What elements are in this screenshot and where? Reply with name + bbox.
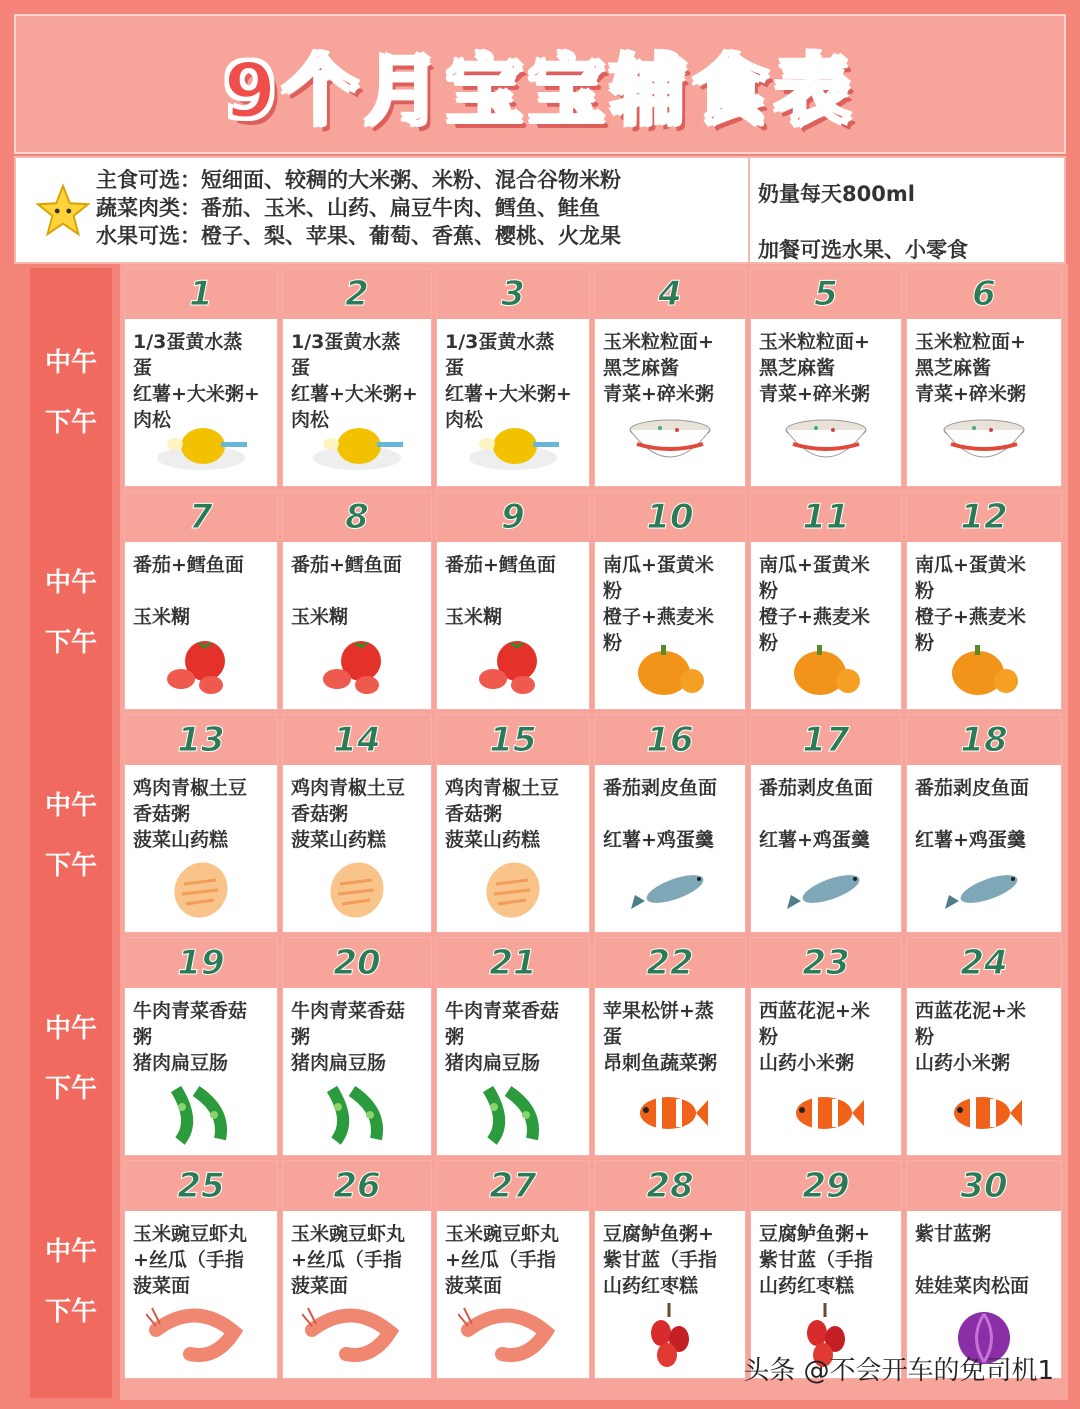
day-cell	[594, 937, 746, 1156]
day-number: 15	[437, 715, 589, 765]
egg-pot-icon	[283, 408, 431, 480]
day-number: 7	[125, 492, 277, 542]
tomato-icon	[125, 631, 277, 703]
day-cell	[436, 714, 590, 933]
label-afternoon: 下午	[44, 851, 97, 881]
snack-options: 加餐可选水果、小零食	[758, 238, 968, 262]
shrimp-icon	[437, 1300, 589, 1372]
day-number: 3	[437, 269, 589, 319]
day-number: 17	[751, 715, 901, 765]
day-cell	[124, 268, 278, 487]
day-number: 10	[595, 492, 745, 542]
day-number: 20	[283, 938, 431, 988]
meal-text: 牛肉青菜香菇 粥 猪肉扁豆肠	[291, 1000, 406, 1074]
meal-text: 鸡肉青椒土豆 香菇粥 菠菜山药糕	[291, 777, 406, 851]
day-number: 21	[437, 938, 589, 988]
peas-icon	[125, 1077, 277, 1149]
fish-icon	[907, 854, 1061, 926]
label-noon: 中午	[44, 348, 97, 378]
day-cell	[436, 1160, 590, 1379]
label-noon: 中午	[44, 568, 97, 598]
meal-text: 1/3蛋黄水蒸 蛋 红薯+大米粥+ 肉松	[291, 331, 418, 431]
day-cell	[906, 714, 1062, 933]
peas-icon	[283, 1077, 431, 1149]
peas-icon	[437, 1077, 589, 1149]
meal-text: 1/3蛋黄水蒸 蛋 红薯+大米粥+ 肉松	[133, 331, 260, 431]
day-cell	[124, 1160, 278, 1379]
day-number: 26	[283, 1161, 431, 1211]
day-cell	[282, 714, 432, 933]
tomato-icon	[283, 631, 431, 703]
meal-text: 番茄+鳕鱼面 玉米糊	[445, 554, 556, 628]
star-icon	[34, 182, 92, 240]
veg-meat-options: 蔬菜肉类：番茄、玉米、山药、扁豆牛肉、鳕鱼、鲑鱼	[96, 196, 600, 220]
meal-text: 鸡肉青椒土豆 香菇粥 菠菜山药糕	[445, 777, 560, 851]
meal-grid	[120, 264, 1068, 1400]
day-cell	[282, 268, 432, 487]
meal-text: 西蓝花泥+米 粉 山药小米粥	[759, 1000, 870, 1074]
meal-text: 豆腐鲈鱼粥+ 紫甘蓝（手指 山药红枣糕	[603, 1223, 718, 1297]
label-afternoon: 下午	[44, 628, 97, 658]
day-number: 8	[283, 492, 431, 542]
day-cell	[906, 491, 1062, 710]
meal-text: 玉米粒粒面+ 黑芝麻酱 青菜+碎米粥	[603, 331, 714, 405]
page-title: 9个月宝宝辅食表	[223, 45, 857, 135]
clownfish-icon	[907, 1077, 1061, 1149]
food-options	[96, 166, 621, 250]
day-cell	[436, 491, 590, 710]
pumpkin-icon	[595, 631, 745, 703]
day-number: 9	[437, 492, 589, 542]
egg-pot-icon	[125, 408, 277, 480]
day-cell	[750, 268, 902, 487]
day-cell	[436, 937, 590, 1156]
label-noon: 中午	[44, 791, 97, 821]
day-number: 2	[283, 269, 431, 319]
day-cell	[750, 491, 902, 710]
day-number: 12	[907, 492, 1061, 542]
clownfish-icon	[595, 1077, 745, 1149]
meal-text: 苹果松饼+蒸 蛋 昂刺鱼蔬菜粥	[603, 1000, 718, 1074]
day-number: 11	[751, 492, 901, 542]
staple-options: 主食可选：短细面、较稠的大米粥、米粉、混合谷物米粉	[96, 168, 621, 192]
label-afternoon: 下午	[44, 1074, 97, 1104]
meal-text: 南瓜+蛋黄米 粉 橙子+燕麦米 粉	[603, 554, 714, 654]
potato-icon	[283, 854, 431, 926]
day-number: 6	[907, 269, 1061, 319]
porridge-bowl-icon	[907, 408, 1061, 480]
label-noon: 中午	[44, 1014, 97, 1044]
meal-text: 牛肉青菜香菇 粥 猪肉扁豆肠	[133, 1000, 248, 1074]
day-number: 16	[595, 715, 745, 765]
pumpkin-icon	[751, 631, 901, 703]
day-number: 13	[125, 715, 277, 765]
day-cell	[906, 937, 1062, 1156]
milk-amount: 奶量每天800ml	[758, 182, 915, 206]
meal-text: 番茄剥皮鱼面 红薯+鸡蛋羹	[759, 777, 874, 851]
day-cell	[906, 268, 1062, 487]
divider	[748, 158, 750, 262]
meal-text: 番茄+鳕鱼面 玉米糊	[133, 554, 244, 628]
day-number: 18	[907, 715, 1061, 765]
meal-text: 1/3蛋黄水蒸 蛋 红薯+大米粥+ 肉松	[445, 331, 572, 431]
meal-text: 鸡肉青椒土豆 香菇粥 菠菜山药糕	[133, 777, 248, 851]
pumpkin-icon	[907, 631, 1061, 703]
shrimp-icon	[125, 1300, 277, 1372]
watermark: 头条 @不会开车的免司机1	[743, 1356, 1054, 1386]
day-cell	[436, 268, 590, 487]
meal-text: 玉米粒粒面+ 黑芝麻酱 青菜+碎米粥	[759, 331, 870, 405]
day-cell	[750, 1160, 902, 1379]
porridge-bowl-icon	[595, 408, 745, 480]
day-cell	[594, 714, 746, 933]
day-cell	[594, 491, 746, 710]
day-number: 5	[751, 269, 901, 319]
label-afternoon: 下午	[44, 1297, 97, 1327]
day-cell	[124, 937, 278, 1156]
egg-pot-icon	[437, 408, 589, 480]
day-number: 25	[125, 1161, 277, 1211]
label-noon: 中午	[44, 1237, 97, 1267]
milk-snack-info	[758, 166, 968, 278]
meal-text: 南瓜+蛋黄米 粉 橙子+燕麦米 粉	[915, 554, 1026, 654]
meal-text: 玉米豌豆虾丸 +丝瓜（手指 菠菜面	[445, 1223, 560, 1297]
day-cell	[906, 1160, 1062, 1379]
potato-icon	[125, 854, 277, 926]
meal-text: 玉米豌豆虾丸 +丝瓜（手指 菠菜面	[133, 1223, 248, 1297]
meal-text: 番茄剥皮鱼面 红薯+鸡蛋羹	[603, 777, 718, 851]
title-banner	[14, 14, 1066, 154]
day-cell	[594, 268, 746, 487]
day-number: 4	[595, 269, 745, 319]
fish-icon	[595, 854, 745, 926]
info-panel	[14, 156, 1066, 264]
meal-text: 番茄剥皮鱼面 红薯+鸡蛋羹	[915, 777, 1030, 851]
clownfish-icon	[751, 1077, 901, 1149]
fruit-options: 水果可选：橙子、梨、苹果、葡萄、香蕉、樱桃、火龙果	[96, 224, 621, 248]
day-cell	[282, 491, 432, 710]
day-cell	[282, 1160, 432, 1379]
day-number: 24	[907, 938, 1061, 988]
day-number: 29	[751, 1161, 901, 1211]
meal-text: 玉米粒粒面+ 黑芝麻酱 青菜+碎米粥	[915, 331, 1026, 405]
day-number: 14	[283, 715, 431, 765]
day-number: 1	[125, 269, 277, 319]
meal-text: 南瓜+蛋黄米 粉 橙子+燕麦米 粉	[759, 554, 870, 654]
label-afternoon: 下午	[44, 408, 97, 438]
time-labels-column	[30, 268, 112, 1398]
meal-text: 西蓝花泥+米 粉 山药小米粥	[915, 1000, 1026, 1074]
day-cell	[124, 491, 278, 710]
potato-icon	[437, 854, 589, 926]
meal-text: 豆腐鲈鱼粥+ 紫甘蓝（手指 山药红枣糕	[759, 1223, 874, 1297]
meal-text: 番茄+鳕鱼面 玉米糊	[291, 554, 402, 628]
day-number: 28	[595, 1161, 745, 1211]
day-cell	[750, 937, 902, 1156]
day-number: 27	[437, 1161, 589, 1211]
day-number: 30	[907, 1161, 1061, 1211]
fish-icon	[751, 854, 901, 926]
day-number: 23	[751, 938, 901, 988]
day-number: 22	[595, 938, 745, 988]
dates-icon	[595, 1300, 745, 1372]
day-cell	[594, 1160, 746, 1379]
porridge-bowl-icon	[751, 408, 901, 480]
day-cell	[124, 714, 278, 933]
day-cell	[282, 937, 432, 1156]
tomato-icon	[437, 631, 589, 703]
day-number: 19	[125, 938, 277, 988]
meal-text: 玉米豌豆虾丸 +丝瓜（手指 菠菜面	[291, 1223, 406, 1297]
shrimp-icon	[283, 1300, 431, 1372]
meal-text: 牛肉青菜香菇 粥 猪肉扁豆肠	[445, 1000, 560, 1074]
day-cell	[750, 714, 902, 933]
meal-text: 紫甘蓝粥 娃娃菜肉松面	[915, 1223, 1030, 1297]
